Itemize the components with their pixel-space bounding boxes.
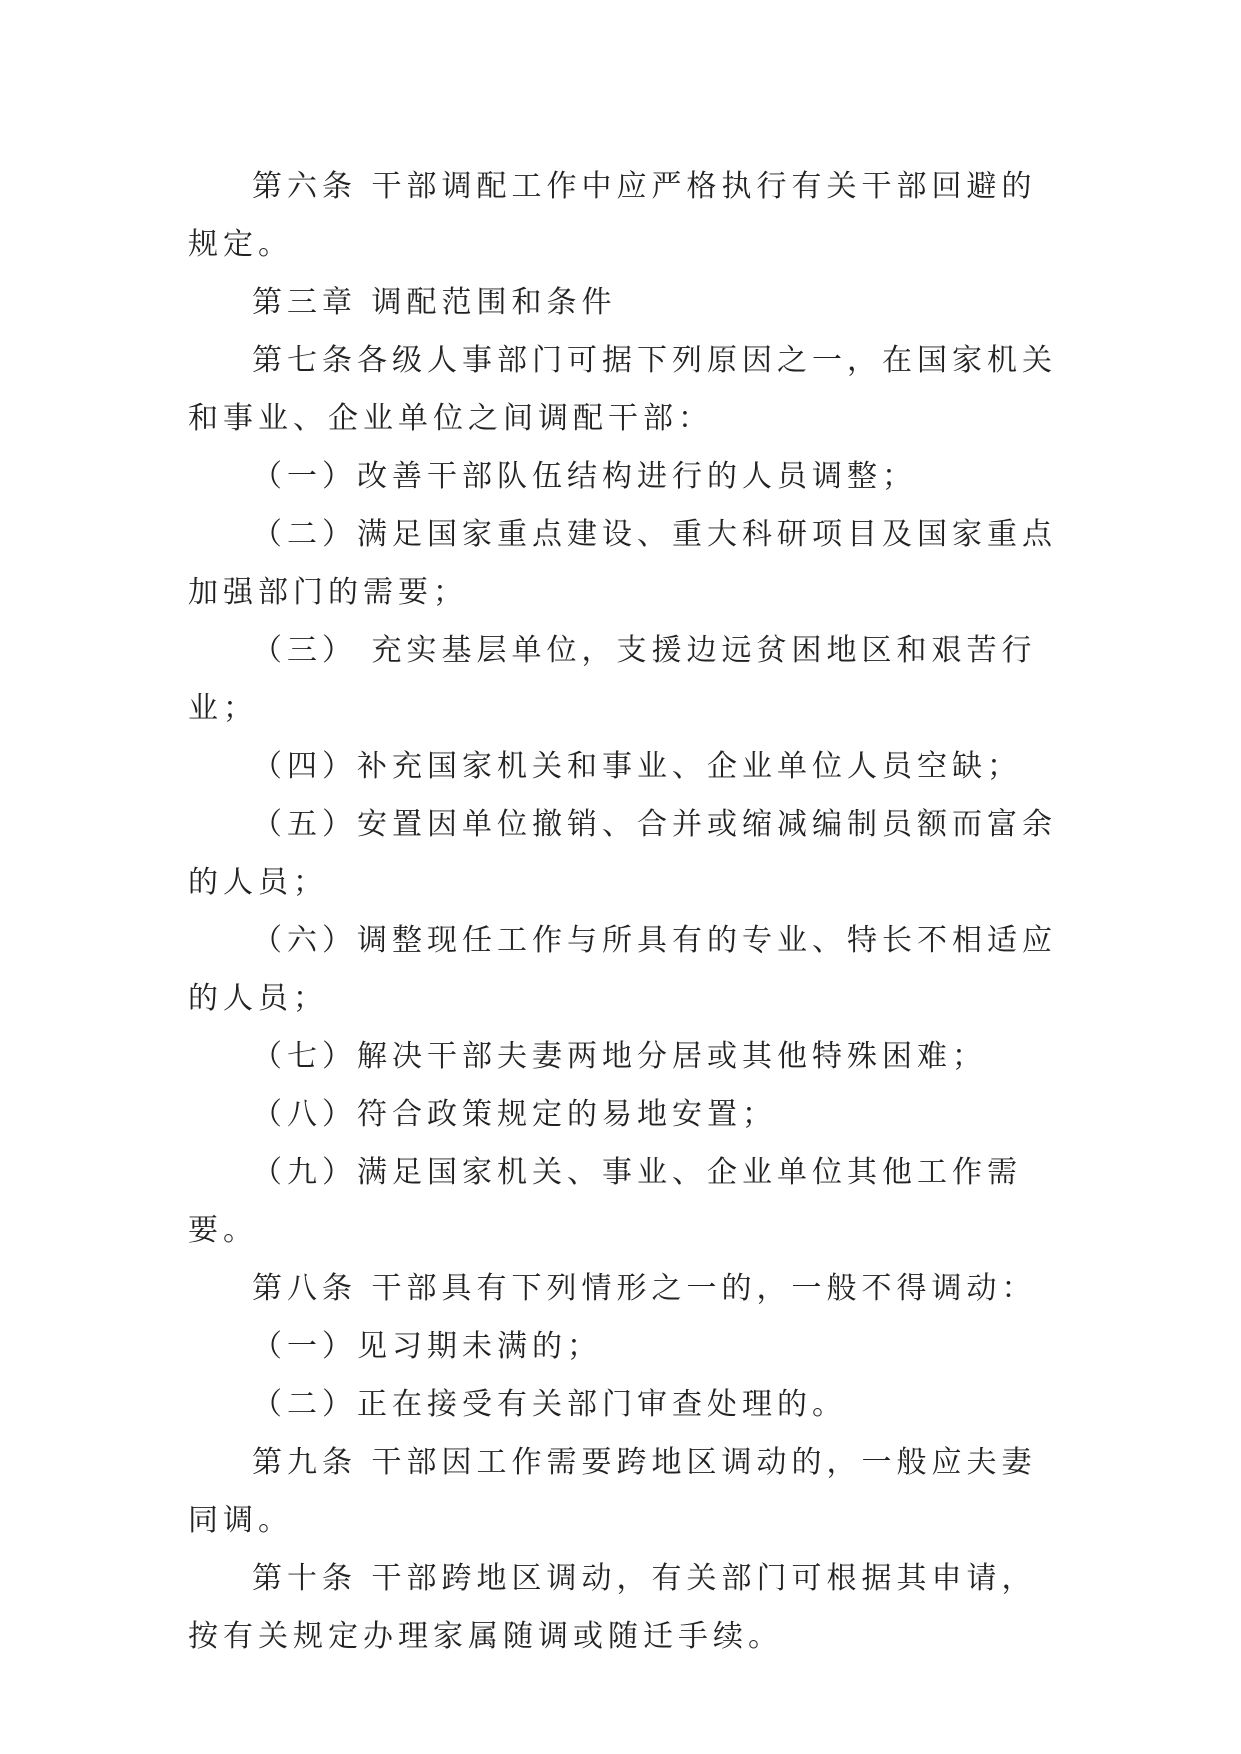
document-body bbox=[188, 158, 1068, 1666]
list-item-article-7-6: （六）调整现任工作与所具有的专业、特长不相适应的人员； bbox=[188, 923, 1057, 1016]
paragraph-article-10: 第十条 干部跨地区调动，有关部门可根据其申请，按有关规定办理家属随调或随迁手续。 bbox=[188, 1561, 1037, 1654]
list-item-article-7-5: （五）安置因单位撤销、合并或缩减编制员额而富余的人员； bbox=[188, 807, 1057, 900]
list-item-article-8-1: （一）见习期未满的； bbox=[252, 1329, 602, 1364]
list-item-article-7-8: （八）符合政策规定的易地安置； bbox=[252, 1097, 777, 1132]
list-item-article-7-2: （二）满足国家重点建设、重大科研项目及国家重点加强部门的需要； bbox=[188, 517, 1057, 610]
list-item-article-8-2: （二）正在接受有关部门审查处理的。 bbox=[252, 1387, 847, 1422]
list-item-article-7-3: （三） 充实基层单位，支援边远贫困地区和艰苦行业； bbox=[188, 633, 1037, 726]
paragraph-article-8: 第八条 干部具有下列情形之一的，一般不得调动： bbox=[252, 1271, 1037, 1306]
paragraph-article-9: 第九条 干部因工作需要跨地区调动的，一般应夫妻同调。 bbox=[188, 1445, 1037, 1538]
paragraph-article-7: 第七条各级人事部门可据下列原因之一，在国家机关和事业、企业单位之间调配干部： bbox=[188, 343, 1057, 436]
list-item-article-7-1: （一）改善干部队伍结构进行的人员调整； bbox=[252, 459, 917, 494]
chapter-3-heading: 第三章 调配范围和条件 bbox=[252, 285, 617, 320]
list-item-article-7-4: （四）补充国家机关和事业、企业单位人员空缺； bbox=[252, 749, 1022, 784]
list-item-article-7-7: （七）解决干部夫妻两地分居或其他特殊困难； bbox=[252, 1039, 987, 1074]
list-item-article-7-9: （九）满足国家机关、事业、企业单位其他工作需要。 bbox=[188, 1155, 1022, 1248]
paragraph-article-6: 第六条 干部调配工作中应严格执行有关干部回避的规定。 bbox=[188, 169, 1037, 262]
